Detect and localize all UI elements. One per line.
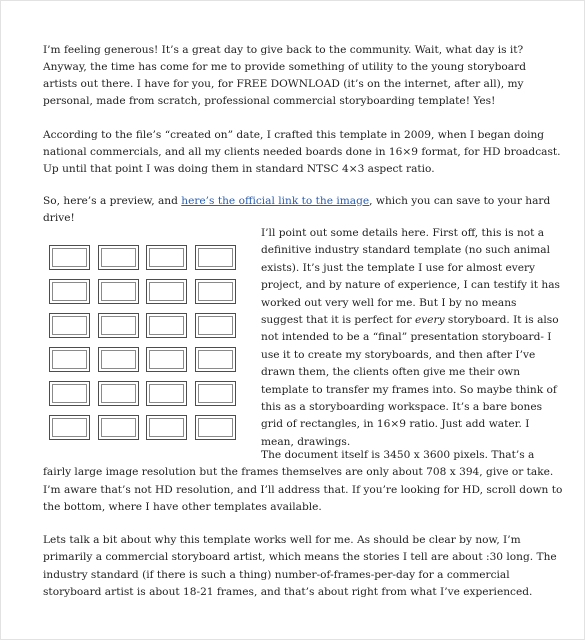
storyboard-frame <box>195 245 236 270</box>
storyboard-frame <box>146 347 187 372</box>
storyboard-frame <box>146 279 187 304</box>
storyboard-frame <box>146 313 187 338</box>
storyboard-frame <box>49 313 90 338</box>
details-text-2: storyboard. It is also not intended to be a “final” presentation storyboard- I use it to create my storyboards, and then after I’ve drawn them, the clients often give me their own template to transfer my frames into. So maybe think of this as a storyboarding workspace. It’s a bare bones grid of rectangles, in 16×9 ratio. Just add water. I mean, drawings. <box>261 314 559 448</box>
storyboard-frame <box>195 313 236 338</box>
storyboard-frame <box>98 279 139 304</box>
history-paragraph: According to the file’s “created on” date, I crafted this template in 2009, when I began doing national commercials, and all my clients needed boards done in 16×9 format, for HD broadcast. Up until that point I was doing them in standard NTSC 4×3 aspect ratio. <box>43 129 561 175</box>
storyboard-frame <box>98 313 139 338</box>
storyboard-frame <box>49 279 90 304</box>
storyboard-frame <box>98 347 139 372</box>
storyboard-frame <box>195 347 236 372</box>
storyboard-frame <box>195 279 236 304</box>
intro-paragraph: I’m feeling generous! It’s a great day to give back to the community. Wait, what day is it? Anyway, the time has come for me to provide something of utility to the young storyboard artists out there. I have for you, for FREE DOWNLOAD (it’s on the internet, after all), my personal, made from scratch, professional commercial storyboarding template! Yes! <box>43 44 526 107</box>
details-paragraph <box>261 225 561 451</box>
storyboard-template-preview <box>45 241 245 439</box>
details-emphasis: every <box>414 314 445 327</box>
preview-paragraph <box>43 193 563 227</box>
storyboard-frame <box>49 381 90 406</box>
preview-text-after: , which you can save to your hard drive! <box>43 195 551 224</box>
storyboard-frame <box>49 347 90 372</box>
storyboard-frame <box>98 415 139 440</box>
details-text-1: I’ll point out some details here. First off, this is not a definitive industry standard template (no such animal exists). It’s just the template I use for almost every project, and by nature of experience, I can testify it has worked out very well for me. But I by no means suggest that it is perfect for <box>261 227 560 327</box>
storyboard-frame <box>146 245 187 270</box>
storyboard-frame <box>49 415 90 440</box>
storyboard-frame <box>98 245 139 270</box>
storyboard-frame <box>146 381 187 406</box>
preview-text-before: So, here’s a preview, and <box>43 195 182 207</box>
resolution-paragraph: The document itself is 3450 x 3600 pixels. That’s a fairly large image resolution but the frames themselves are only about 708 x 394, give or take. I’m aware that’s not HD resolution, and I’ll address that. If you’re looking for HD, scroll down to the bottom, where I have other templates available. <box>43 449 563 514</box>
closing-paragraph: Lets talk a bit about why this template works well for me. As should be clear by now, I’m primarily a commercial storyboard artist, which means the stories I tell are about :30 long. The industry standard (if there is such a thing) number-of-frames-per-day for a commercial storyboard artist is about 18-21 frames, and that’s about right from what I’ve experienced. <box>43 534 557 599</box>
storyboard-frame <box>195 415 236 440</box>
storyboard-frame <box>98 381 139 406</box>
official-image-link[interactable]: here’s the official link to the image <box>181 195 370 207</box>
storyboard-frame <box>195 381 236 406</box>
storyboard-frame <box>146 415 187 440</box>
storyboard-frame <box>49 245 90 270</box>
